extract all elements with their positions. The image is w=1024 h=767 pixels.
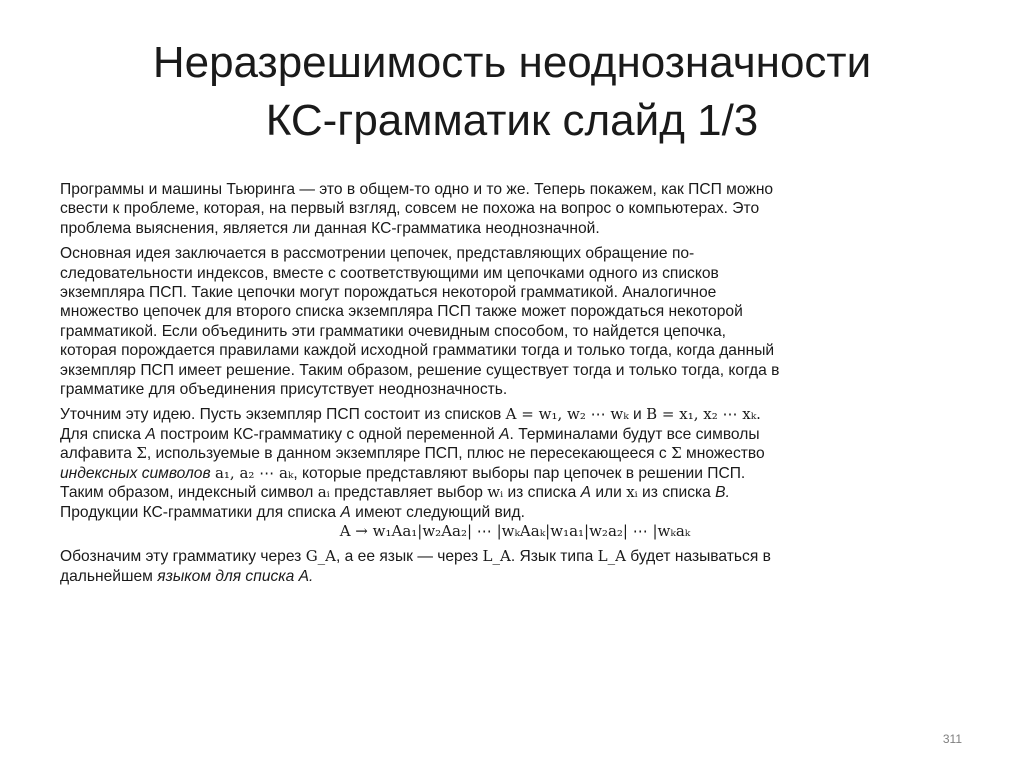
math-xi: xᵢ: [626, 483, 638, 502]
math-index-symbols: a₁, a₂ ⋯ aₖ: [214, 463, 294, 482]
paragraph-2-line: экземпляра ПСП. Такие цепочки могут порождаться некоторой грамматикой. Аналогичное: [60, 284, 717, 302]
text: Таким образом, индексный символ: [60, 484, 314, 502]
text: , а ее язык — через: [336, 548, 479, 566]
paragraph-2: [60, 244, 970, 399]
page-number: 311: [942, 732, 962, 746]
text: из списка: [642, 484, 711, 502]
paragraph-4: [60, 547, 970, 586]
math-language-la: L_A: [597, 547, 626, 566]
text: Продукции КС-грамматики для списка: [60, 503, 337, 521]
paragraph-2-line: Основная идея заключается в рассмотрении цепочек, представляющих обращение по-: [60, 245, 695, 263]
text: Уточним эту идею. Пусть экземпляр ПСП состоит из списков: [60, 406, 502, 424]
slide-title-line-2: КС-грамматик слайд 1/3: [265, 96, 759, 145]
text: построим КС-грамматику с одной переменной: [160, 425, 495, 443]
paragraph-3-line-6: [60, 503, 970, 522]
italic-term: языком для списка A.: [157, 567, 314, 585]
paragraph-1-line: проблема выяснения, является ли данная КС-грамматика неоднозначной.: [60, 219, 600, 237]
var-a: A: [499, 425, 510, 443]
paragraph-2-line: которая порождается правилами каждой исходной грамматики тогда и только тогда, когда данный: [60, 342, 775, 360]
paragraph-3-line-2: [60, 425, 970, 444]
production-formula: A → w₁Aa₁|w₂Aa₂| ⋯ |wₖAaₖ|w₁a₁|w₂a₂| ⋯ |wₖaₖ: [339, 521, 691, 540]
text: имеют следующий вид.: [355, 503, 525, 521]
var-a: A: [145, 425, 156, 443]
paragraph-4-line-1: [60, 547, 970, 566]
paragraph-3-line-1: [60, 405, 970, 424]
paragraph-2-line: следовательности индексов, вместе с соответствующими им цепочками одного из списков: [60, 264, 719, 282]
paragraph-2-line: грамматике для объединения присутствует неоднозначность.: [60, 381, 508, 399]
paragraph-3-line-5: [60, 483, 970, 502]
math-list-b: B = x₁, x₂ ⋯ xₖ.: [646, 405, 761, 424]
text: множество: [686, 445, 765, 463]
var-b: B.: [715, 484, 730, 502]
paragraph-2-line: грамматикой. Если объединить эти грамматики очевидным способом, то найдется цепочка,: [60, 322, 726, 340]
paragraph-1: [60, 180, 970, 238]
math-wi: wᵢ: [487, 483, 504, 502]
paragraph-1-line: свести к проблеме, которая, на первый взгляд, совсем не похожа на вопрос о компьютерах. Это: [60, 200, 760, 218]
var-a: A: [580, 484, 591, 502]
paragraph-3: [60, 405, 970, 541]
paragraph-4-line-2: [60, 567, 970, 586]
slide-title-line-1: Неразрешимость неоднозначности: [152, 38, 872, 87]
math-language-la: L_A: [482, 547, 511, 566]
var-a: A: [340, 503, 351, 521]
paragraph-1-line: Программы и машины Тьюринга — это в общем-то одно и то же. Теперь покажем, как ПСП можно: [60, 181, 774, 198]
text: . Терминалами будут все символы: [509, 425, 760, 443]
italic-term: индексных символов: [60, 464, 211, 482]
text: будет называться в: [630, 548, 771, 566]
slide-title: [60, 34, 964, 150]
text: Для списка: [60, 425, 142, 443]
paragraph-3-line-3: [60, 444, 970, 463]
text: . Язык типа: [510, 548, 594, 566]
text: Обозначим эту грамматику через: [60, 548, 302, 566]
math-ai: aᵢ: [317, 483, 330, 502]
text: дальнейшем: [60, 567, 153, 585]
text: из списка: [507, 484, 577, 502]
paragraph-3-line-4: [60, 464, 970, 483]
slide-body: [60, 180, 970, 592]
text: и: [633, 406, 642, 424]
paragraph-2-line: экземпляр ПСП имеет решение. Таким образом, решение существует тогда и только тогда, когда в: [60, 361, 780, 379]
math-sigma: Σ: [671, 444, 682, 463]
text: , которые представляют выборы пар цепочек в решении ПСП.: [293, 464, 746, 482]
math-sigma: Σ: [136, 444, 147, 463]
text: или: [595, 484, 622, 502]
math-grammar-ga: G_A: [305, 547, 337, 566]
text: представляет выбор: [334, 484, 483, 502]
text: , используемые в данном экземпляре ПСП, плюс не пересекающееся с: [146, 445, 667, 463]
math-list-a: A = w₁, w₂ ⋯ wₖ: [505, 405, 629, 424]
paragraph-2-line: множество цепочек для второго списка экземпляра ПСП также может порождаться некоторой: [60, 303, 743, 321]
text: алфавита: [60, 445, 132, 463]
